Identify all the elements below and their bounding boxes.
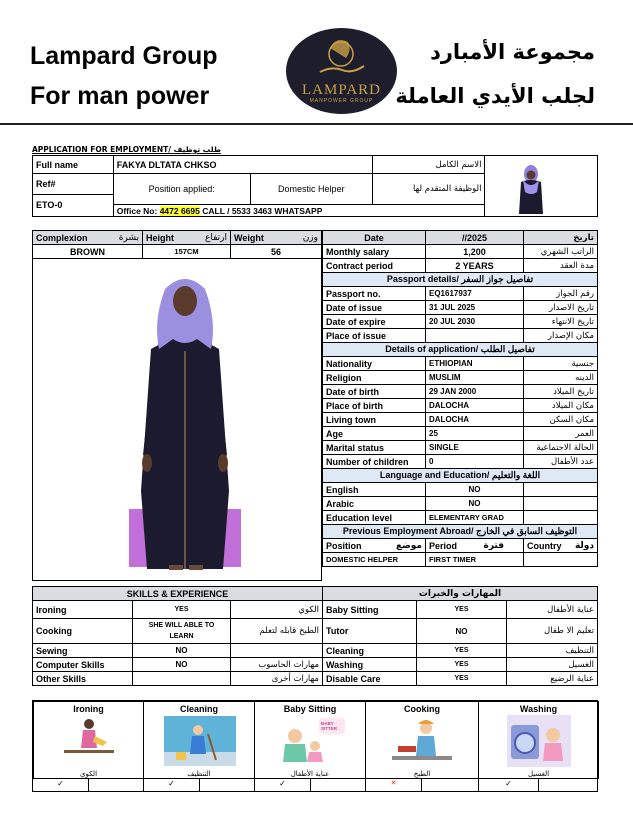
company-name-en-line1: Lampard Group bbox=[30, 42, 218, 70]
company-name-ar-line1: مجموعة الأمبارد bbox=[430, 40, 595, 64]
age-ar: العمر bbox=[524, 427, 598, 441]
skill-card-cooking-ar: الطبخ bbox=[413, 770, 431, 778]
skill-card-babysitting bbox=[254, 701, 366, 779]
place-of-issue-value bbox=[426, 329, 524, 343]
skill-cooking-ar: الطبخ قابله لتعلم bbox=[231, 619, 323, 644]
header-divider bbox=[0, 123, 633, 125]
prev-position-header: Position موضع bbox=[323, 539, 426, 553]
physical-table bbox=[32, 230, 322, 581]
children-value: 0 bbox=[426, 455, 524, 469]
height-header: Height ارتفاع bbox=[143, 231, 231, 245]
arabic-value: NO bbox=[426, 497, 524, 511]
salary-value: 1,200 bbox=[426, 245, 524, 259]
skill-card-washing-title: Washing bbox=[519, 704, 558, 714]
passport-section-header: Passport details/ تفاصيل جواز السفر bbox=[323, 273, 598, 287]
passport-no-value: EQ1617937 bbox=[426, 287, 524, 301]
skill-icons-strip bbox=[32, 700, 598, 792]
marital-status-label: Marital status bbox=[323, 441, 426, 455]
birthplace-label: Place of birth bbox=[323, 399, 426, 413]
skill-card-washing-ar: الغسيل bbox=[527, 770, 550, 778]
prev-period-value: FIRST TIMER bbox=[426, 553, 524, 567]
religion-ar: الدينه bbox=[524, 371, 598, 385]
dob-value: 29 JAN 2000 bbox=[426, 385, 524, 399]
cleaning-check-mark: ✓ bbox=[144, 779, 200, 792]
religion-value: MUSLIM bbox=[426, 371, 524, 385]
full-name-ar: الاسم الكامل bbox=[372, 156, 485, 174]
skill-card-cleaning-ar: التنظيف bbox=[187, 770, 211, 778]
applicant-photo-cell bbox=[33, 259, 322, 581]
logo-name: LAMPARD bbox=[302, 82, 381, 98]
education-value: ELEMENTARY GRAD bbox=[426, 511, 524, 525]
passport-no-label: Passport no. bbox=[323, 287, 426, 301]
age-value: 25 bbox=[426, 427, 524, 441]
skill-sewing-label: Sewing bbox=[33, 644, 133, 658]
birthplace-ar: مكان الميلاد bbox=[524, 399, 598, 413]
english-label: English bbox=[323, 483, 426, 497]
babysitting-check-mark: ✓ bbox=[255, 779, 311, 792]
expire-date-ar: تاريخ الانتهاء bbox=[524, 315, 598, 329]
skill-cooking-value: SHE WILL ABLE TO LEARN bbox=[133, 619, 231, 644]
skill-other-value bbox=[133, 672, 231, 686]
complexion-header: Complexion بشرة bbox=[33, 231, 143, 245]
skill-disablecare-ar: عناية الرضيع bbox=[507, 672, 598, 686]
skill-sewing-value: NO bbox=[133, 644, 231, 658]
skill-cleaning-label: Cleaning bbox=[323, 644, 417, 658]
contract-period-label: Contract period bbox=[323, 259, 426, 273]
skill-washing-ar: الغسيل bbox=[507, 658, 598, 672]
living-town-ar: مكان السكن bbox=[524, 413, 598, 427]
place-of-issue-ar: مكان الإصدار bbox=[524, 329, 598, 343]
position-value: Domestic Helper bbox=[250, 174, 372, 205]
date-value: //2025 bbox=[426, 231, 524, 245]
details-section-header: Details of application/ تفاصيل الطلب bbox=[323, 343, 598, 357]
issue-date-label: Date of issue bbox=[323, 301, 426, 315]
salary-ar: الراتب الشهري bbox=[524, 245, 598, 259]
skill-ironing-label: Ironing bbox=[33, 601, 133, 619]
skill-card-cleaning bbox=[143, 701, 255, 779]
dob-label: Date of birth bbox=[323, 385, 426, 399]
skill-sewing-ar bbox=[231, 644, 323, 658]
skill-tutor-value: NO bbox=[417, 619, 507, 644]
applicant-thumbnail bbox=[485, 156, 576, 214]
application-title: APPLICATION FOR EMPLOYMENT/ طلب توظيف bbox=[32, 145, 221, 154]
office-prefix: Office No: bbox=[116, 205, 160, 216]
ref-label: Ref# bbox=[33, 174, 114, 195]
prev-period-header: Period فترة bbox=[426, 539, 524, 553]
living-town-value: DALOCHA bbox=[426, 413, 524, 427]
contract-period-ar: مدة العقد bbox=[524, 259, 598, 273]
full-name-label: Full name bbox=[33, 156, 114, 174]
skill-tutor-label: Tutor bbox=[323, 619, 417, 644]
date-label: Date bbox=[323, 231, 426, 245]
skill-babysitting-value: YES bbox=[417, 601, 507, 619]
skill-computer-value: NO bbox=[133, 658, 231, 672]
nationality-label: Nationality bbox=[323, 357, 426, 371]
dob-ar: تاريخ الميلاد bbox=[524, 385, 598, 399]
skill-babysitting-ar: عناية الأطفال bbox=[507, 601, 598, 619]
skills-header-ar: المهارات والخبرات bbox=[323, 587, 598, 601]
photo-thumbnail-cell bbox=[485, 156, 598, 217]
washing-icon bbox=[507, 715, 571, 767]
cooking-cross-mark: ✕ bbox=[366, 779, 422, 792]
height-value: 157CM bbox=[143, 245, 231, 259]
complexion-value: BROWN bbox=[33, 245, 143, 259]
nationality-ar: جنسية bbox=[524, 357, 598, 371]
weight-header: Weight وزن bbox=[231, 231, 322, 245]
skill-card-ironing-ar: الكوي bbox=[79, 770, 98, 778]
office-suffix: CALL / 5533 3463 WHATSAPP bbox=[199, 205, 323, 216]
children-ar: عدد الأطفال bbox=[524, 455, 598, 469]
cleaning-icon bbox=[164, 716, 236, 766]
full-name-value: FAKYA DLTATA CHKSO bbox=[113, 156, 372, 174]
english-value: NO bbox=[426, 483, 524, 497]
skill-card-cooking bbox=[365, 701, 479, 779]
skill-card-washing bbox=[478, 701, 599, 779]
applicant-photo bbox=[33, 259, 321, 581]
company-logo bbox=[286, 28, 397, 114]
skill-cleaning-value: YES bbox=[417, 644, 507, 658]
living-town-label: Living town bbox=[323, 413, 426, 427]
skill-card-ironing-title: Ironing bbox=[73, 704, 104, 714]
skills-header-en: SKILLS & EXPERIENCE bbox=[33, 587, 323, 601]
salary-label: Monthly salary bbox=[323, 245, 426, 259]
position-ar: الوظيفة المتقدم لها bbox=[372, 174, 485, 205]
company-name-en-line2: For man power bbox=[30, 82, 210, 110]
office-call-number: 4472 6695 bbox=[159, 205, 200, 216]
skill-cooking-label: Cooking bbox=[33, 619, 133, 644]
skill-computer-ar: مهارات الحاسوب bbox=[231, 658, 323, 672]
arabic-label: Arabic bbox=[323, 497, 426, 511]
position-label: Position applied: bbox=[113, 174, 250, 205]
cooking-icon bbox=[392, 716, 452, 766]
education-label: Education level bbox=[323, 511, 426, 525]
office-phones bbox=[113, 205, 485, 217]
skill-card-babysitting-title: Baby Sitting bbox=[283, 704, 337, 714]
weight-value: 56 bbox=[231, 245, 322, 259]
ref-value: ETO-0 bbox=[33, 194, 114, 217]
religion-label: Religion bbox=[323, 371, 426, 385]
nationality-value: ETHIOPIAN bbox=[426, 357, 524, 371]
prev-country-header: Country دولة bbox=[524, 539, 598, 553]
skill-card-cleaning-title: Cleaning bbox=[179, 704, 218, 714]
age-label: Age bbox=[323, 427, 426, 441]
skill-card-ironing bbox=[33, 701, 144, 779]
skill-other-label: Other Skills bbox=[33, 672, 133, 686]
skill-disablecare-label: Disable Care bbox=[323, 672, 417, 686]
language-section-header: Language and Education/ اللغة والتعليم bbox=[323, 469, 598, 483]
skill-cleaning-ar: التنظيف bbox=[507, 644, 598, 658]
washing-check-mark: ✓ bbox=[479, 779, 539, 792]
skill-computer-label: Computer Skills bbox=[33, 658, 133, 672]
skill-marks-row bbox=[33, 779, 599, 792]
expire-date-label: Date of expire bbox=[323, 315, 426, 329]
birthplace-value: DALOCHA bbox=[426, 399, 524, 413]
skill-disablecare-value: YES bbox=[417, 672, 507, 686]
ironing-check-mark: ✓ bbox=[33, 779, 89, 792]
skill-ironing-ar: الكوي bbox=[231, 601, 323, 619]
skill-card-babysitting-ar: عناية الأطفال bbox=[290, 770, 330, 778]
skill-washing-value: YES bbox=[417, 658, 507, 672]
skill-washing-label: Washing bbox=[323, 658, 417, 672]
skill-tutor-ar: تعليم الا طفال bbox=[507, 619, 598, 644]
prev-position-value: DOMESTIC HELPER bbox=[323, 553, 426, 567]
ironing-icon bbox=[59, 716, 119, 764]
skill-ironing-value: YES bbox=[133, 601, 231, 619]
children-label: Number of children bbox=[323, 455, 426, 469]
marital-status-ar: الحالة الاجتماعية bbox=[524, 441, 598, 455]
passport-no-ar: رقم الجواز bbox=[524, 287, 598, 301]
skill-other-ar: مهارات أخرى bbox=[231, 672, 323, 686]
expire-date-value: 20 JUL 2030 bbox=[426, 315, 524, 329]
applicant-table bbox=[32, 155, 598, 217]
skills-table bbox=[32, 586, 598, 686]
skill-card-cooking-title: Cooking bbox=[404, 704, 440, 714]
contract-period-value: 2 YEARS bbox=[426, 259, 524, 273]
date-ar: تاريخ bbox=[524, 231, 598, 245]
marital-status-value: SINGLE bbox=[426, 441, 524, 455]
place-of-issue-label: Place of issue bbox=[323, 329, 426, 343]
baby-sitter-badge: BABY SITTER bbox=[321, 721, 338, 731]
logo-subtitle: MANPOWER GROUP bbox=[309, 98, 374, 104]
issue-date-ar: تاريخ الاصدار bbox=[524, 301, 598, 315]
details-table bbox=[322, 230, 598, 567]
skill-babysitting-label: Baby Sitting bbox=[323, 601, 417, 619]
previous-section-header: Previous Employment Abroad/ التوظيف السابق في الخارج bbox=[323, 525, 598, 539]
company-name-ar-line2: لجلب الأيدي العاملة bbox=[395, 84, 595, 108]
issue-date-value: 31 JUL 2025 bbox=[426, 301, 524, 315]
